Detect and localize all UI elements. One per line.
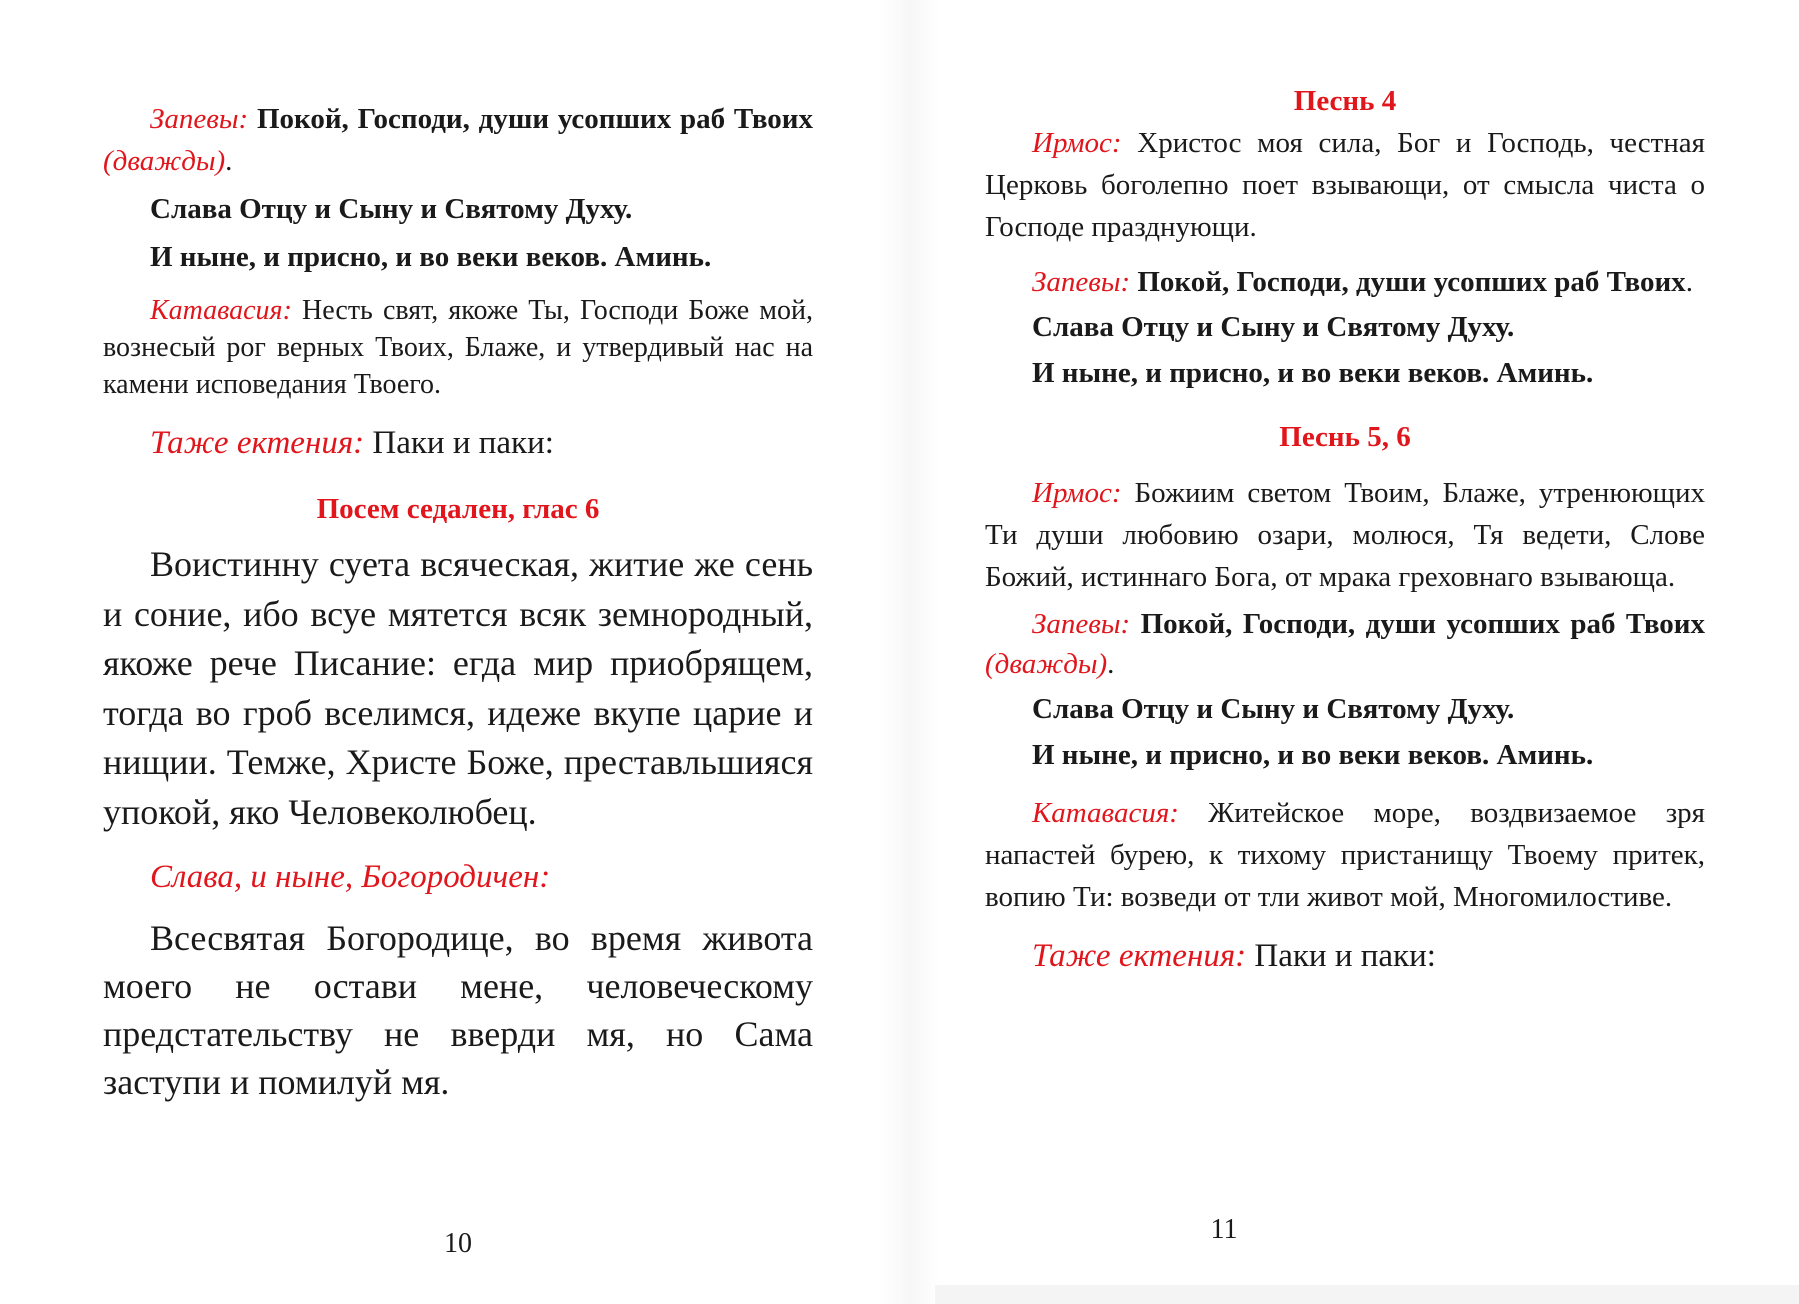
zapevy-end: . (1107, 648, 1115, 680)
book-gutter (880, 0, 940, 1304)
zapevy-label: Запевы: (150, 103, 249, 135)
pesn56-i-nyne: И ныне, и присно, и во веки веков. Аминь. (1032, 739, 1594, 771)
left-i-nyne: И ныне, и присно, и во веки веков. Аминь. (150, 241, 712, 273)
zapevy-label: Запевы: (1032, 608, 1131, 640)
ektenia-text: Паки и паки: (1254, 938, 1436, 974)
pesn4-slava: Слава Отцу и Сыну и Святому Духу. (1032, 311, 1515, 343)
irmos-text: Христос моя сила, Бог и Господь, честная Церковь боголепно поет взывающи, от смысла чиста о Господе празднующи. (985, 127, 1706, 243)
left-text-column (103, 98, 813, 1106)
ektenia-label: Таже ектения: (1032, 938, 1247, 974)
zapevy-end: . (225, 145, 233, 177)
left-page (0, 0, 880, 1304)
irmos-text: Божиим светом Твоим, Блаже, утренюющих Ти души любовию озари, молюся, Тя ведети, Слове Божий, истиннаго Бога, от мрака греховнаго взывающа. (985, 477, 1706, 593)
scan-bottom-edge (935, 1285, 1799, 1304)
zapevy-label: Запевы: (1032, 266, 1131, 298)
pesn4-zapevy (985, 262, 1705, 302)
pesn56-heading: Песнь 5, 6 (1279, 421, 1411, 453)
bogorodichen-text: Всесвятая Богородице, во время живота моего не остави мене, человеческому предстательству не вверди мя, но Сама заступи и помилуй мя. (103, 918, 813, 1102)
right-text-column (985, 80, 1705, 981)
pesn4-irmos (985, 122, 1705, 248)
zapevy-note: (дважды) (985, 648, 1108, 680)
pesn56-zapevy (985, 604, 1705, 684)
irmos-label: Ирмос: (1032, 127, 1122, 159)
left-ektenia (103, 419, 813, 468)
ektenia-text: Паки и паки: (372, 425, 554, 461)
irmos-label: Ирмос: (1032, 477, 1122, 509)
zapevy-note: (дважды) (103, 145, 226, 177)
pesn4-heading: Песнь 4 (1293, 85, 1397, 117)
page-number-right: 11 (1210, 1214, 1238, 1245)
pesn56-irmos (985, 472, 1705, 598)
right-ektenia (985, 932, 1705, 981)
zapevy-text: Покой, Господи, души усопших раб Твоих (256, 103, 814, 135)
left-katavasia (103, 292, 813, 403)
left-zapevy (103, 98, 813, 182)
katavasia-label: Катавасия: (150, 295, 292, 326)
right-page (880, 0, 1799, 1304)
katavasia-label: Катавасия: (1032, 797, 1179, 829)
right-katavasia (985, 792, 1705, 918)
ektenia-label: Таже ектения: (150, 425, 365, 461)
katavasia-text: Несть свят, якоже Ты, Господи Боже мой, вознесый рог верных Твоих, Блаже, и утвердивый нас на камени исповедания Твоего. (103, 295, 814, 400)
sedalen-heading: Посем седален, глас 6 (316, 493, 600, 525)
pesn4-i-nyne: И ныне, и присно, и во веки веков. Аминь. (1032, 357, 1594, 389)
page-number-left: 10 (444, 1228, 472, 1259)
zapevy-end: . (1685, 266, 1693, 298)
zapevy-text: Покой, Господи, души усопших раб Твоих (1140, 608, 1705, 640)
bogorodichen-label: Слава, и ныне, Богородичен: (150, 859, 551, 895)
left-slava: Слава Отцу и Сыну и Святому Духу. (150, 193, 633, 225)
katavasia-text: Житейское море, воздвизаемое зря напастей бурею, к тихому пристанищу Твоему притек, вопию Ти: возведи от тли живот мой, Многомилостиве. (985, 797, 1705, 913)
sedalen-text: Воистинну суета всяческая, житие же сень и соние, ибо всуе мятется всяк земнородный, якоже рече Писание: егда мир приобрящем, тогда во гроб вселимся, идеже вкупе царие и нищии. Темже, Христе Боже, преставльшияся упокой, яко Человеколюбец. (103, 544, 813, 832)
pesn56-slava: Слава Отцу и Сыну и Святому Духу. (1032, 693, 1515, 725)
zapevy-text: Покой, Господи, души усопших раб Твоих (1137, 266, 1686, 298)
